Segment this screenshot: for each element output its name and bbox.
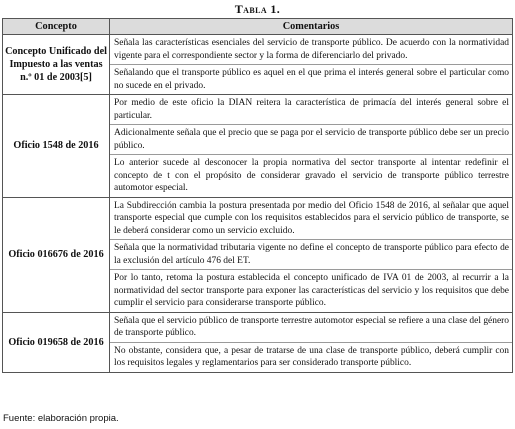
comment-paragraph: La Subdirección cambia la postura presentada por medio del Oficio 1548 de 2016, al señalar que aquel transporte especial que cumple con los requisitos establecidos para el servicio público de transporte, se le deberá considerar como un servicio excluido. [114, 200, 509, 236]
table-row [3, 197, 513, 312]
comment-paragraph: Adicionalmente señala que el precio que se paga por el servicio de transporte público debe ser un precio público. [110, 124, 512, 154]
concept-cell: Oficio 1548 de 2016 [3, 95, 110, 198]
comments-cell [110, 35, 513, 95]
comment-paragraph: Señalando que el transporte público es aquel en el que prima el interés general sobre el particular como no sucede en el privado. [110, 64, 512, 94]
table-row [3, 95, 513, 198]
comparison-table [2, 18, 513, 373]
source-note: Fuente: elaboración propia. [3, 413, 119, 424]
concept-cell: Oficio 016676 de 2016 [3, 197, 110, 312]
concept-cell: Oficio 019658 de 2016 [3, 312, 110, 372]
comment-paragraph: Lo anterior sucede al desconocer la propia normativa del sector transporte al intentar redefinir el concepto de t con el propósito de considerar gravado el servicio de transporte público terrestre automotor especial. [110, 154, 512, 197]
header-comments: Comentarios [110, 19, 513, 35]
comment-paragraph: Por medio de este oficio la DIAN reitera la característica de primacía del interés general sobre el particular. [114, 98, 509, 121]
comments-cell [110, 312, 513, 372]
table-row [3, 312, 513, 372]
comment-paragraph: No obstante, considera que, a pesar de tratarse de una clase de transporte público, deberá cumplir con los requisitos legales y reglamentarios para ser considerado transporte público. [110, 342, 512, 372]
header-concept: Concepto [3, 19, 110, 35]
comment-paragraph: Por lo tanto, retoma la postura establecida el concepto unificado de IVA 01 de 2003, al recurrir a la normatividad del sector transporte para exponer las características del servicio y los requisitos que debe cumplir el servicio para considerarse transporte público. [110, 269, 512, 312]
table-row [3, 35, 513, 95]
table-header-row [3, 19, 513, 35]
table-title: Tabla 1. [234, 2, 281, 16]
comment-paragraph: Señala que la normatividad tributaria vigente no define el concepto de transporte público para efecto de la exclusión del artículo 476 del ET. [110, 239, 512, 269]
comment-paragraph: Señala que el servicio público de transporte terrestre automotor especial se refiere a una clase del género de transporte público. [114, 315, 509, 338]
comment-paragraph: Señala las características esenciales del servicio de transporte público. De acuerdo con la normatividad vigente para el correspondiente sector y la forma de diferenciarlo del privado. [114, 38, 509, 61]
concept-cell: Concepto Unificado del Impuesto a las ventas n.º 01 de 2003[5] [3, 35, 110, 95]
comments-cell [110, 95, 513, 198]
comments-cell [110, 197, 513, 312]
